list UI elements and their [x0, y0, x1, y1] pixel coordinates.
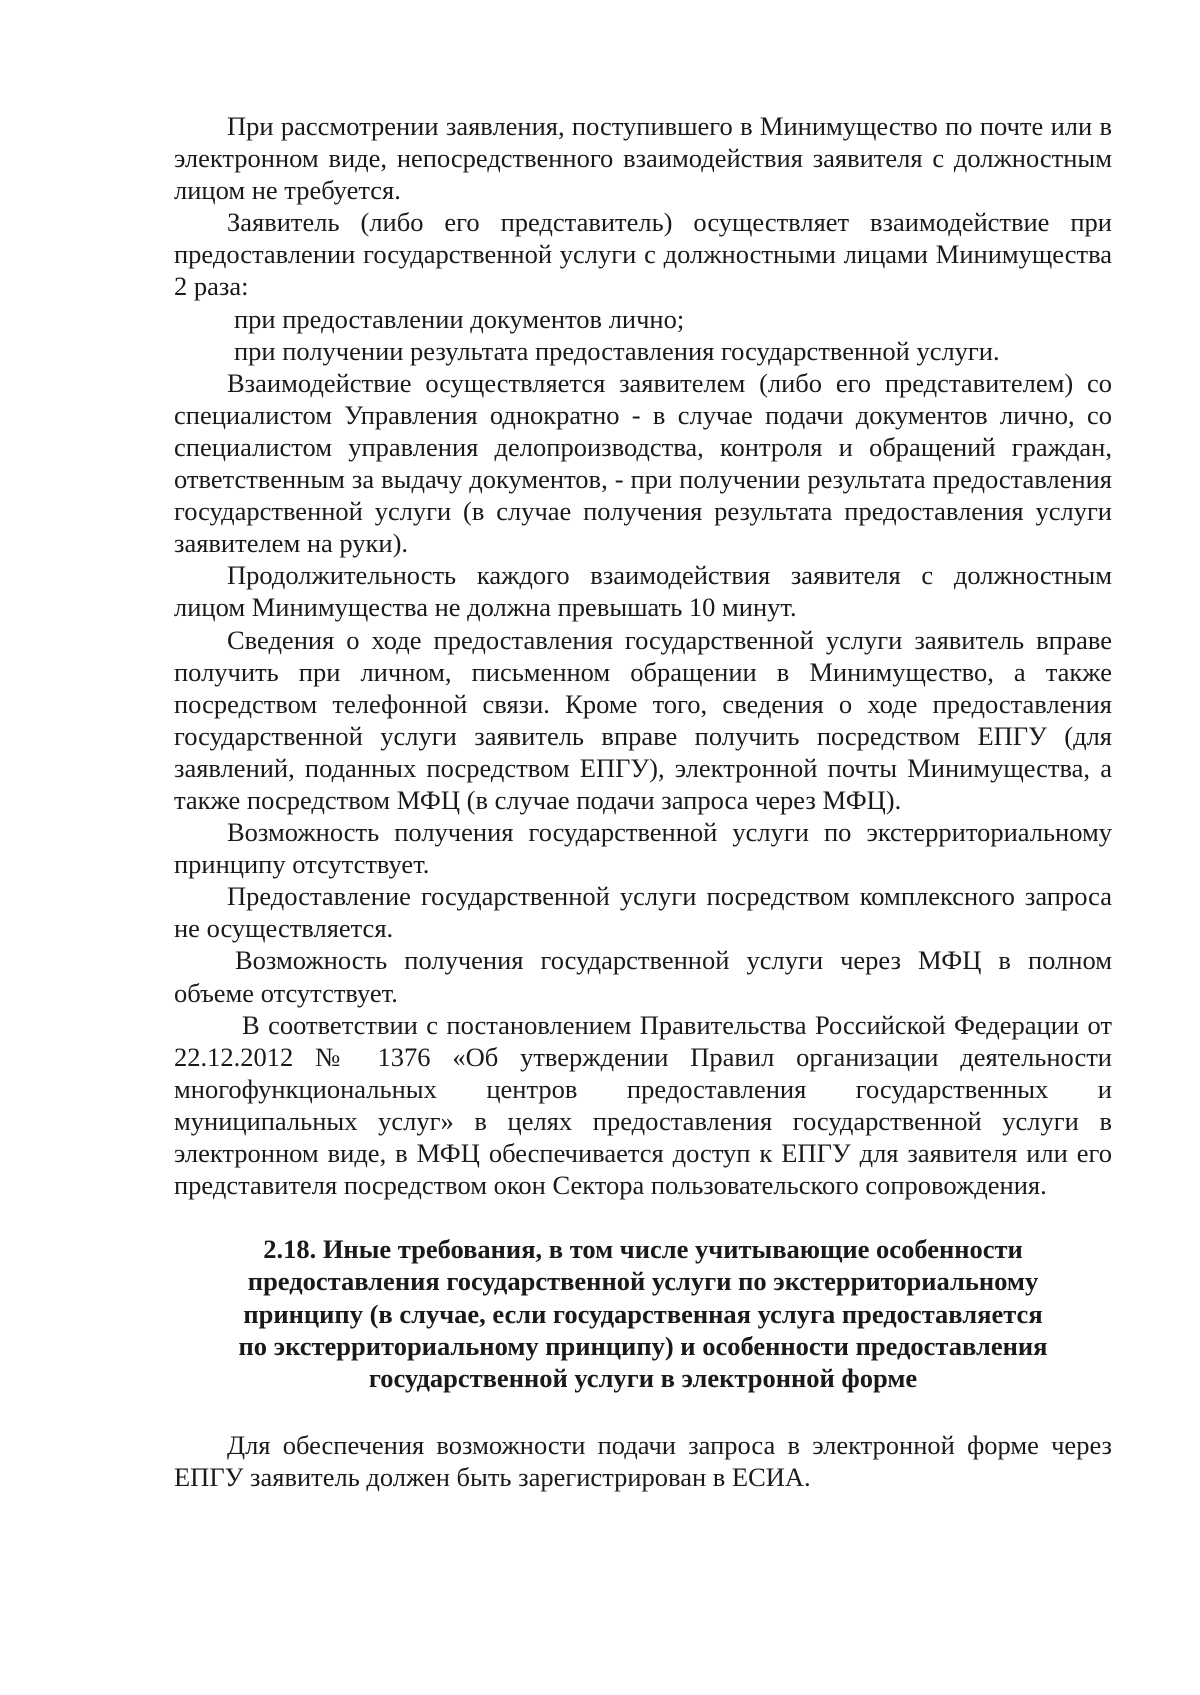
paragraph-mfc-full-scope: Возможность получения государственной услуги через МФЦ в полном объеме отсутствует. [174, 945, 1112, 1008]
paragraph-interaction-count: Заявитель (либо его представитель) осуществляет взаимодействие при предоставлении государственной услуги с должностными лицами Минимущества 2 раза: [174, 207, 1112, 302]
section-heading-line: государственной услуги в электронной форме [368, 1363, 918, 1394]
section-heading-line: 2.18. Иные требования, в том числе учитывающие особенности [263, 1234, 1023, 1265]
list-item-documents-in-person: при предоставлении документов лично; [234, 303, 685, 334]
section-heading-line: предоставления государственной услуги по экстерриториальному [247, 1266, 1039, 1297]
paragraph-extraterritorial: Возможность получения государственной услуги по экстерриториальному принципу отсутствует. [174, 817, 1112, 880]
document-page [174, 110, 1112, 1493]
section-heading-line: по экстерриториальному принципу) и особенности предоставления [238, 1331, 1048, 1362]
paragraph-complex-request: Предоставление государственной услуги посредством комплексного запроса не осуществляется. [174, 881, 1112, 944]
section-heading-line: принципу (в случае, если государственная услуга предоставляется [243, 1298, 1043, 1329]
list-item-receiving-result: при получении результата предоставления государственной услуги. [234, 335, 1000, 366]
paragraph-receipt-by-mail: При рассмотрении заявления, поступившего в Минимущество по почте или в электронном виде, непосредственного взаимодействия заявителя с должностным лицом не требуется. [174, 111, 1112, 206]
paragraph-interaction-specialist: Взаимодействие осуществляется заявителем (либо его представителем) со специалистом Управления однократно - в случае подачи документов лично, со специалистом управления делопроизводства, контроля и обращений граждан, ответственным за выдачу документов, - при получении результата предоставления государственной услуги (в случае получения результата предоставления услуги заявителем на руки). [174, 367, 1112, 559]
paragraph-government-decree: В соответствии с постановлением Правительства Российской Федерации от 22.12.2012 № 1376 «Об утверждении Правил организации деятельности многофункциональных центров предоставления государственных и муниципальных услуг» в целях предоставления государственной услуги в электронном виде, в МФЦ обеспечивается доступ к ЕПГУ для заявителя или его представителя посредством окон Сектора пользовательского сопровождения. [174, 1009, 1112, 1201]
paragraph-esia-registration: Для обеспечения возможности подачи запроса в электронной форме через ЕПГУ заявитель должен быть зарегистрирован в ЕСИА. [174, 1429, 1112, 1492]
paragraph-interaction-duration: Продолжительность каждого взаимодействия заявителя с должностным лицом Минимущества не должна превышать 10 минут. [174, 560, 1112, 623]
paragraph-progress-information: Сведения о ходе предоставления государственной услуги заявитель вправе получить при личном, письменном обращении в Минимущество, а также посредством телефонной связи. Кроме того, сведения о ходе предоставления государственной услуги заявитель вправе получить посредством ЕПГУ (для заявлений, поданных посредством ЕПГУ), электронной почты Минимущества, а также посредством МФЦ (в случае подачи запроса через МФЦ). [174, 624, 1112, 815]
section-heading-2-18 [174, 1233, 1112, 1394]
